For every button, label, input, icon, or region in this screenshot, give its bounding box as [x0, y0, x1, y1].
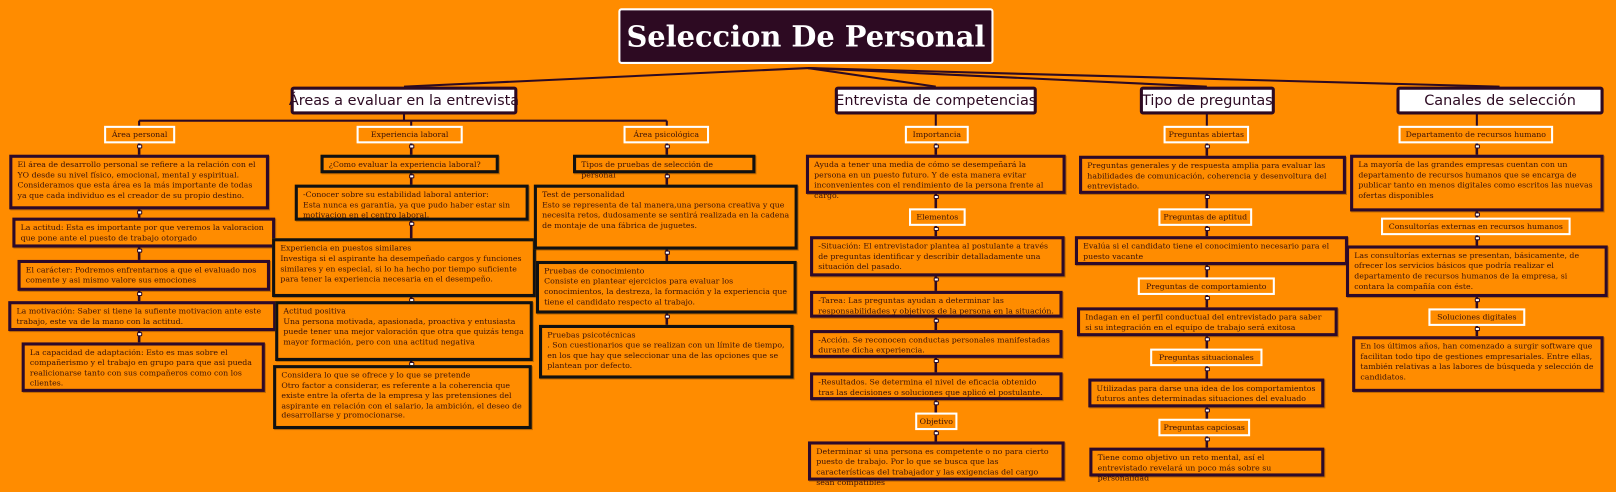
topic-box[interactable]: La actitud: Esta es importante por que veremos la valoracion que pone ante el puesto de trabajo otorgado [12, 218, 275, 248]
collapse-handle-icon[interactable] [1204, 437, 1209, 441]
topic-box[interactable]: Las consultorías externas se presentan, básicamente, de ofrecer los servicios básicos que podría realizar el departamento de recursos humanos de la empresa, si contara la compañía con éste. [1346, 245, 1608, 297]
topic-label[interactable]: Preguntas capciosas [1158, 419, 1250, 437]
collapse-handle-icon[interactable] [137, 292, 142, 296]
topic-box[interactable]: Utilizadas para darse una idea de los comportamientos futuros antes determinadas situaciones del evaluado [1088, 379, 1324, 408]
topic-label[interactable]: Experiencia laboral [357, 126, 463, 144]
collapse-handle-icon[interactable] [1204, 227, 1209, 231]
collapse-handle-icon[interactable] [137, 210, 142, 214]
topic-box[interactable]: El área de desarrollo personal se refiere a la relación con el YO desde su nivel físico, emocional, mental y espiritual. Consideramos que esta área es la más importante de todas ya que cada individuo es el creador de su propio destino. [9, 155, 269, 210]
collapse-handle-icon[interactable] [933, 144, 938, 148]
collapse-handle-icon[interactable] [1474, 144, 1479, 148]
topic-label[interactable]: Elementos [909, 208, 966, 226]
topic-box[interactable]: Pruebas psicotécnicas . Son cuestionarios que se realizan con un límite de tiempo, en los que hay que seleccionar una de las opciones que se plantean por defecto. [539, 325, 794, 379]
topic-box[interactable]: -Tarea: Las preguntas ayudan a determinar las responsabilidades y objetivos de la persona en la situación. [810, 291, 1062, 318]
topic-box[interactable]: Experiencia en puestos similares Investiga si el aspirante ha desempeñado cargos y funciones similares y en especial, si lo ha hecho por tiempo suficiente para tener la experiencia necesaria en el desempeño. [272, 238, 536, 297]
topic-label[interactable]: Objetivo [915, 413, 957, 431]
collapse-handle-icon[interactable] [137, 249, 142, 253]
topic-label[interactable]: Área psicológica [624, 126, 710, 144]
collapse-handle-icon[interactable] [664, 174, 669, 178]
topic-box[interactable]: Considera lo que se ofrece y lo que se pretende Otro factor a considerar, es referente a la coherencia que existe entre la oferta de la empresa y las pretensiones del aspirante en relación con el salario, la ambición, el deseo de desarrollarse y promocionarse. [273, 365, 532, 429]
topic-box[interactable]: Test de personalidad Esto se representa de tal manera,una persona creativa y que necesita retos, dudosamente se sentirá realizada en la cadena de montaje de una fábrica de juguetes. [534, 185, 798, 250]
topic-box[interactable]: La mayoría de las grandes empresas cuentan con un departamento de recursos humanos que se encarga de publicar tanto en menos digitales como escritos las nuevas ofertas disponibles [1350, 155, 1604, 212]
topic-box[interactable]: -Acción. Se reconocen conductas personales manifestadas durante dicha experiencia. [810, 330, 1062, 358]
topic-box[interactable]: -Situación: El entrevistador plantea al postulante a través de preguntas identificar y describir detalladamente una situación del pasado. [810, 236, 1065, 276]
topic-label[interactable]: Preguntas de comportamiento [1138, 277, 1275, 295]
collapse-handle-icon[interactable] [409, 144, 414, 148]
topic-box[interactable]: ¿Como evaluar la experiencia laboral? [321, 155, 499, 174]
topic-label[interactable]: Preguntas de aptitud [1158, 208, 1252, 226]
collapse-handle-icon[interactable] [933, 195, 938, 199]
topic-label[interactable]: Preguntas abiertas [1164, 126, 1250, 144]
topic-label[interactable]: Importancia [905, 126, 969, 144]
collapse-handle-icon[interactable] [664, 144, 669, 148]
title-connector-0 [404, 68, 808, 87]
collapse-handle-icon[interactable] [409, 174, 414, 178]
collapse-handle-icon[interactable] [1204, 296, 1209, 300]
collapse-handle-icon[interactable] [933, 431, 938, 435]
topic-box[interactable]: En los últimos años, han comenzado a surgir software que facilitan todo tipo de gestiones empresariales. Entre ellas, también relativas a las labores de búsqueda y selección de candidatos. [1352, 336, 1603, 392]
topic-box[interactable]: Pruebas de conocimiento Consiste en plantear ejercicios para evaluar los conocimientos, la destreza, la formación y la experiencia que tiene el candidato respecto al trabajo. [536, 261, 797, 314]
collapse-handle-icon[interactable] [933, 319, 938, 323]
collapse-handle-icon[interactable] [1474, 327, 1479, 331]
topic-box[interactable]: La motivación: Saber si tiene la sufiente motivacion ante este trabajo, este va de la mano con la actitud. [8, 301, 276, 331]
collapse-handle-icon[interactable] [1204, 337, 1209, 341]
collapse-handle-icon[interactable] [933, 359, 938, 363]
topic-box[interactable]: -Resultados. Se determina el nivel de eficacia obtenido tras las decisiones o soluciones que aplicó el postulante. [810, 372, 1062, 400]
collapse-handle-icon[interactable] [664, 251, 669, 255]
topic-label[interactable]: Área personal [104, 126, 175, 144]
topic-box[interactable]: La capacidad de adaptación: Esto es mas sobre el compañerismo y el trabajo en grupo para que asi pueda realicionarse tanto con sus compañeros como con los clientes. [22, 342, 265, 392]
collapse-handle-icon[interactable] [933, 401, 938, 405]
collapse-handle-icon[interactable] [137, 332, 142, 336]
collapse-handle-icon[interactable] [1474, 212, 1479, 216]
map-title[interactable]: Seleccion De Personal [618, 8, 993, 64]
topic-label[interactable]: Departamento de recursos humano [1399, 126, 1554, 144]
collapse-handle-icon[interactable] [137, 144, 142, 148]
topic-box[interactable]: Evalúa si el candidato tiene el conocimiento necesario para el puesto vacante [1075, 236, 1348, 265]
collapse-handle-icon[interactable] [1204, 408, 1209, 412]
collapse-handle-icon[interactable] [1474, 236, 1479, 240]
collapse-handle-icon[interactable] [1204, 195, 1209, 199]
topic-box[interactable]: Tiene como objetivo un reto mental, así el entrevistado revelará un poco más sobre su personalidad [1089, 448, 1324, 477]
topic-box[interactable]: Tipos de pruebas de selección de personal [573, 155, 755, 174]
topic-box[interactable]: Preguntas generales y de respuesta amplia para evaluar las habilidades de comunicación, coherencia y desenvoltura del entrevistado. [1079, 156, 1346, 194]
collapse-handle-icon[interactable] [933, 227, 938, 231]
topic-box[interactable]: Indagan en el perfil conductual del entrevistado para saber si su integración en el equipo de trabajo será exitosa [1077, 307, 1338, 336]
topic-label[interactable]: Soluciones digitales [1428, 308, 1525, 326]
collapse-handle-icon[interactable] [1204, 144, 1209, 148]
collapse-handle-icon[interactable] [1474, 298, 1479, 302]
branch-tipo-preguntas[interactable]: Tipo de preguntas [1140, 87, 1275, 115]
branch-canales-seleccion[interactable]: Canales de selección [1396, 87, 1603, 115]
topic-box[interactable]: Ayuda a tener una media de cómo se desempeñará la persona en un puesto futuro. Y de esta manera evitar inconvenientes con el rendimiento de la persona frente al cargo. [806, 155, 1066, 194]
topic-label[interactable]: Consultorías externas en recursos humanos [1381, 218, 1571, 236]
collapse-handle-icon[interactable] [1204, 266, 1209, 270]
topic-box[interactable]: Actitud positiva Una persona motivada, apasionada, proactiva y entusiasta puede tener una mejor valoración que otra que quizás tenga mayor formación, pero con una actitud negativa [275, 301, 533, 361]
collapse-handle-icon[interactable] [409, 222, 414, 226]
collapse-handle-icon[interactable] [1204, 367, 1209, 371]
collapse-handle-icon[interactable] [933, 277, 938, 281]
topic-box[interactable]: El carácter: Podremos enfrentarnos a que el evaluado nos comente y asi mismo valore sus emociones [18, 260, 270, 291]
branch-areas-evaluar[interactable]: Áreas a evaluar en la entrevista [291, 87, 518, 115]
collapse-handle-icon[interactable] [664, 315, 669, 319]
topic-box[interactable]: -Conocer sobre su estabilidad laboral anterior: Esta nunca es garantia, ya que pudo haber estar sin motivacion en el centro laboral. [295, 185, 529, 221]
branch-entrevista-competencias[interactable]: Entrevista de competencias [835, 87, 1037, 115]
topic-box[interactable]: Determinar si una persona es competente o no para cierto puesto de trabajo. Por lo que se busca que las características del trabajador y las exigencias del cargo sean compatibles [808, 441, 1065, 480]
topic-label[interactable]: Preguntas situacionales [1150, 349, 1262, 367]
